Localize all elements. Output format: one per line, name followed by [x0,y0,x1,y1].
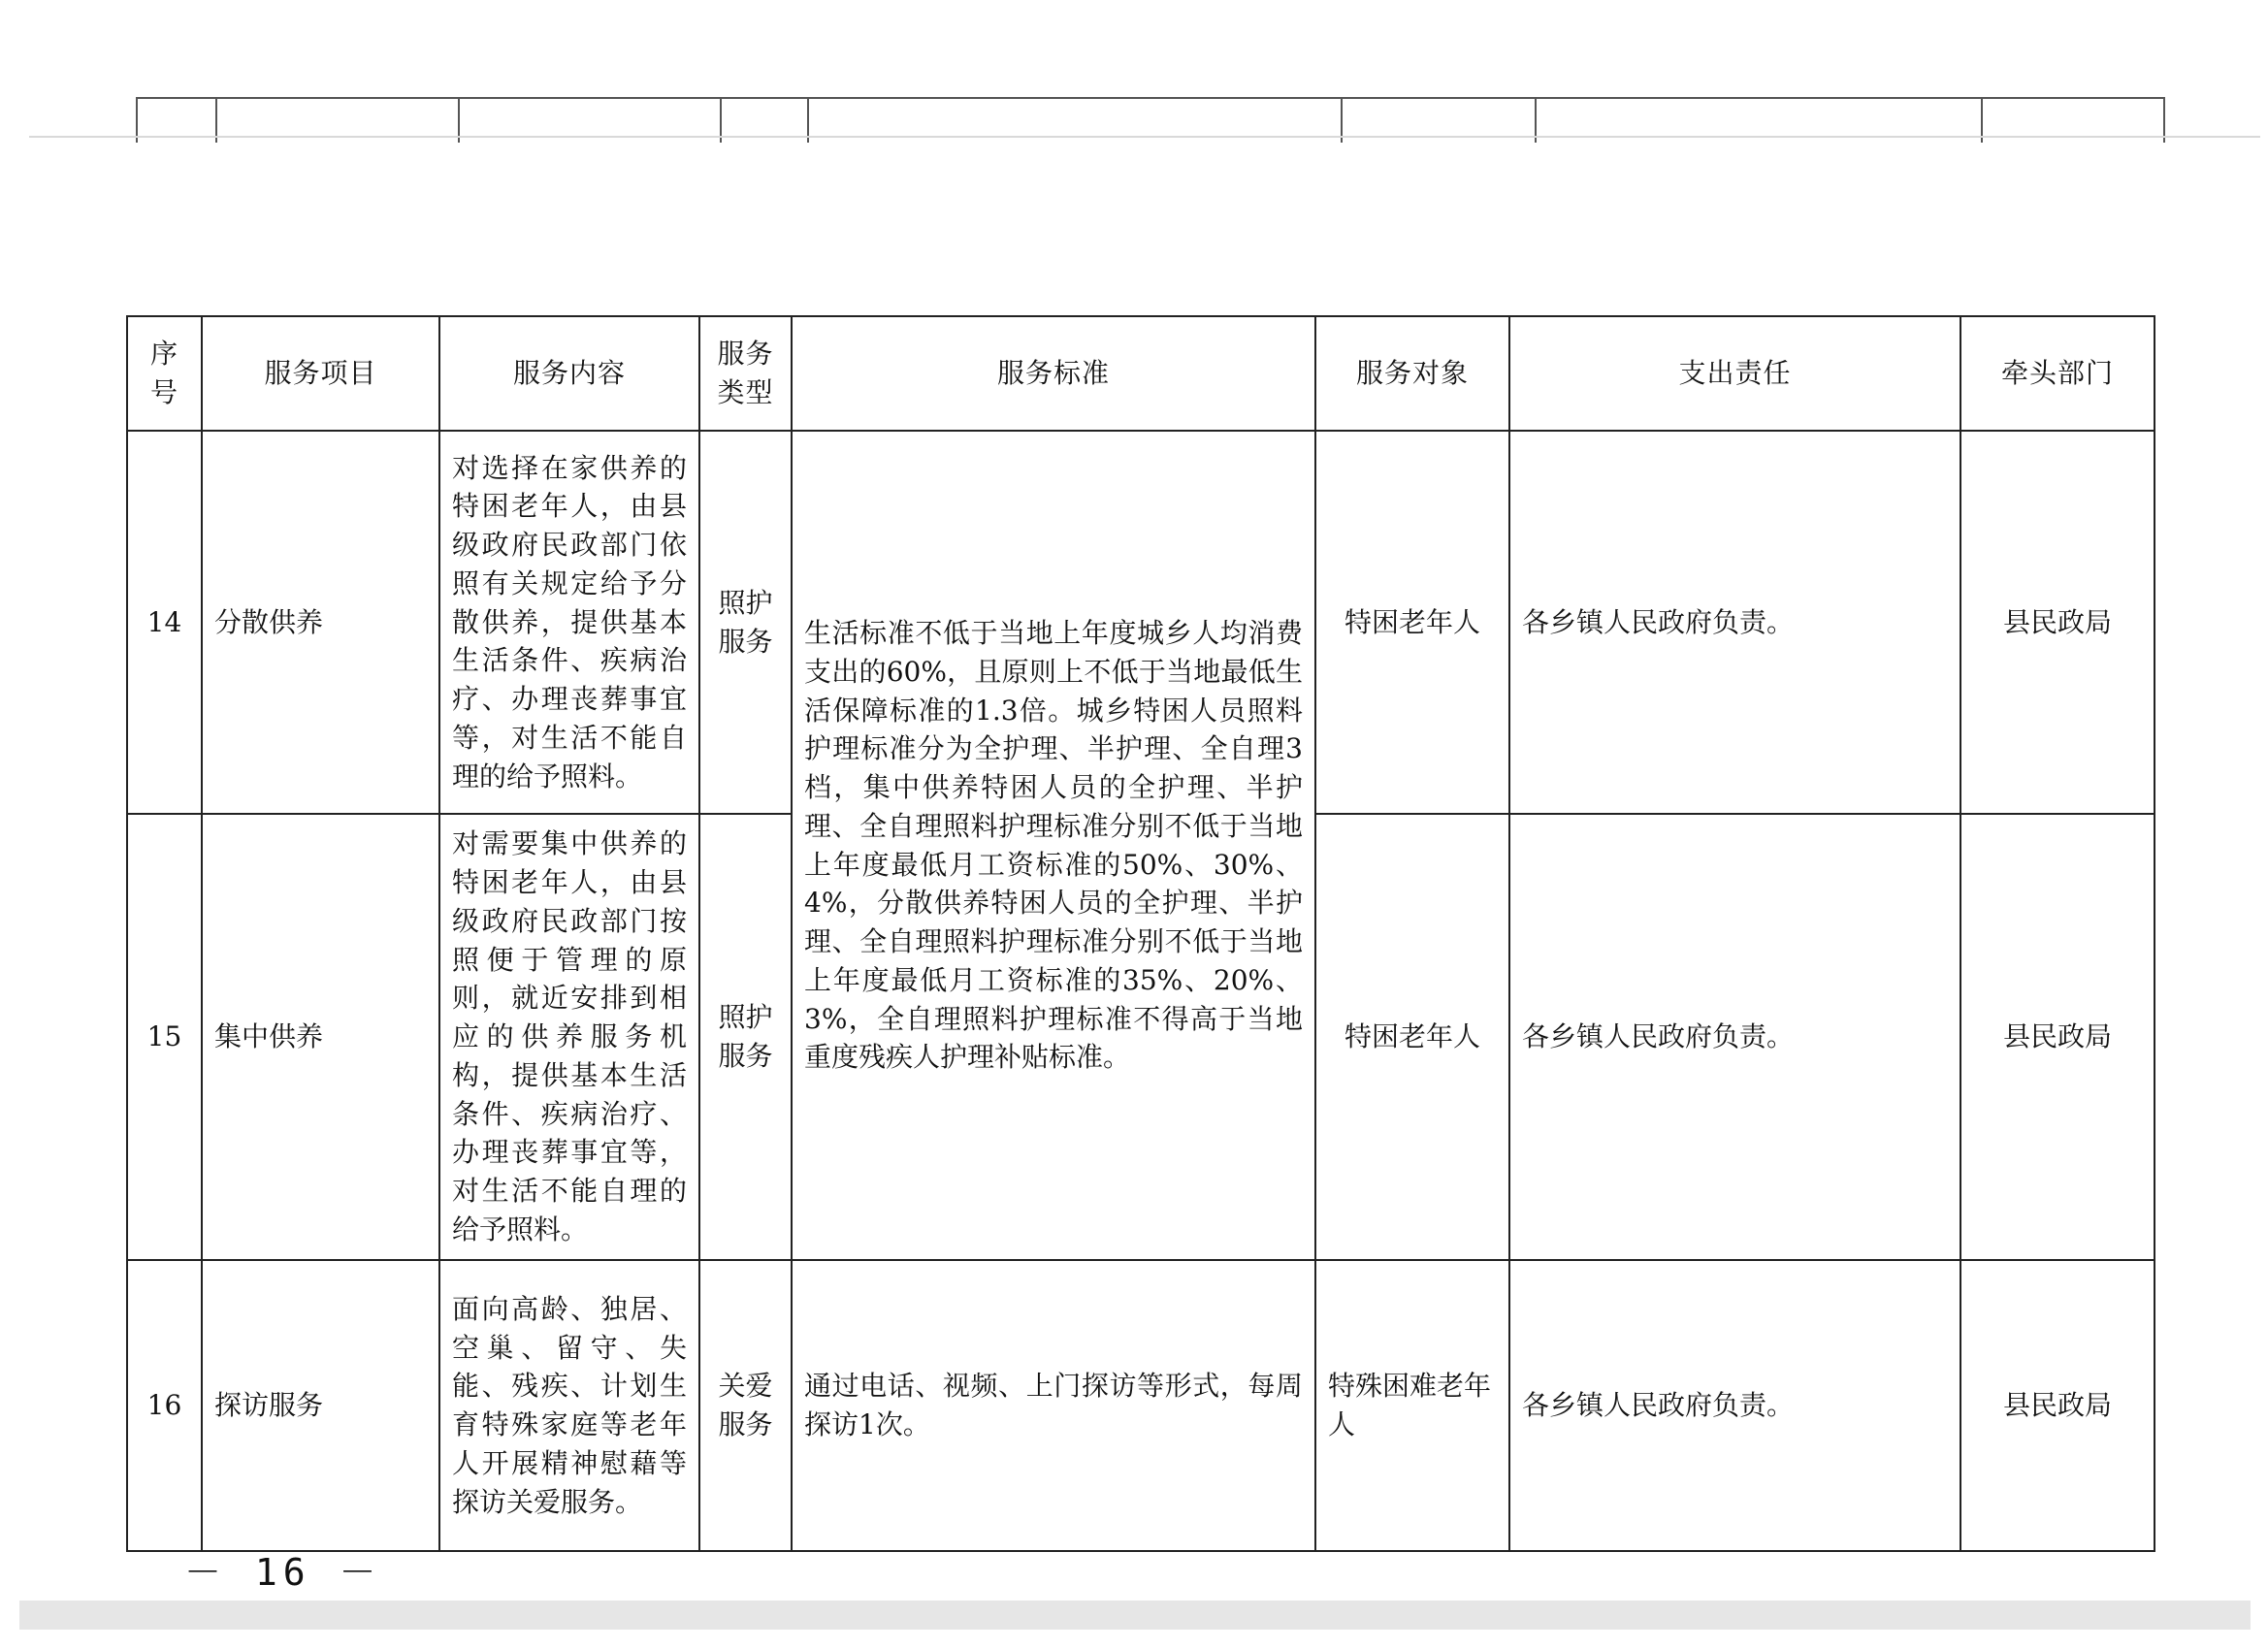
service-item: 分散供养 [202,431,439,814]
service-standard: 通过电话、视频、上门探访等形式，每周探访1次。 [792,1260,1315,1551]
row-number: 14 [127,431,202,814]
service-content: 面向高龄、独居、空巢、留守、失能、残疾、计划生育特殊家庭等老年人开展精神慰藉等探访关爱服务。 [439,1260,699,1551]
service-target: 特困老年人 [1315,814,1509,1260]
expense-responsibility: 各乡镇人民政府负责。 [1509,1260,1960,1551]
row-number: 15 [127,814,202,1260]
service-item: 集中供养 [202,814,439,1260]
service-type: 关爱服务 [699,1260,792,1551]
header-seq: 序号 [127,316,202,431]
service-target: 特殊困难老年人 [1315,1260,1509,1551]
service-standard-shared: 生活标准不低于当地上年度城乡人均消费支出的60%，且原则上不低于当地最低生活保障标准的1.3倍。城乡特困人员照料护理标准分为全护理、半护理、全自理3档，集中供养特困人员的全护理、半护理、全自理照料护理标准分别不低于当地上年度最低月工资标准的50%、30%、4%，分散供养特困人员的全护理、半护理、全自理照料护理标准分别不低于当地上年度最低月工资标准的35%、20%、3%，全自理照料护理标准不得高于当地重度残疾人护理补贴标准。 [792,431,1315,1260]
header-type: 服务类型 [699,316,792,431]
header-dept: 牵头部门 [1960,316,2155,431]
scan-artifact-band [19,1600,2251,1630]
service-type: 照护服务 [699,431,792,814]
expense-responsibility: 各乡镇人民政府负责。 [1509,431,1960,814]
table-row [127,1260,2155,1551]
row-number: 16 [127,1260,202,1551]
lead-department: 县民政局 [1960,1260,2155,1551]
table-row [127,431,2155,814]
service-type: 照护服务 [699,814,792,1260]
lead-department: 县民政局 [1960,814,2155,1260]
header-expense: 支出责任 [1509,316,1960,431]
service-content: 对选择在家供养的特困老年人，由县级政府民政部门依照有关规定给予分散供养，提供基本生活条件、疾病治疗、办理丧葬事宜等，对生活不能自理的给予照料。 [439,431,699,814]
service-content: 对需要集中供养的特困老年人，由县级政府民政部门按照便于管理的原则，就近安排到相应的供养服务机构，提供基本生活条件、疾病治疗、办理丧葬事宜等，对生活不能自理的给予照料。 [439,814,699,1260]
service-item: 探访服务 [202,1260,439,1551]
service-table [126,315,2155,1552]
header-item: 服务项目 [202,316,439,431]
expense-responsibility: 各乡镇人民政府负责。 [1509,814,1960,1260]
header-target: 服务对象 [1315,316,1509,431]
service-target: 特困老年人 [1315,431,1509,814]
page-number: － 16 － [184,1551,382,1594]
header-standard: 服务标准 [792,316,1315,431]
scan-artifact-line [29,136,2260,138]
header-content: 服务内容 [439,316,699,431]
lead-department: 县民政局 [1960,431,2155,814]
header-row [127,316,2155,431]
